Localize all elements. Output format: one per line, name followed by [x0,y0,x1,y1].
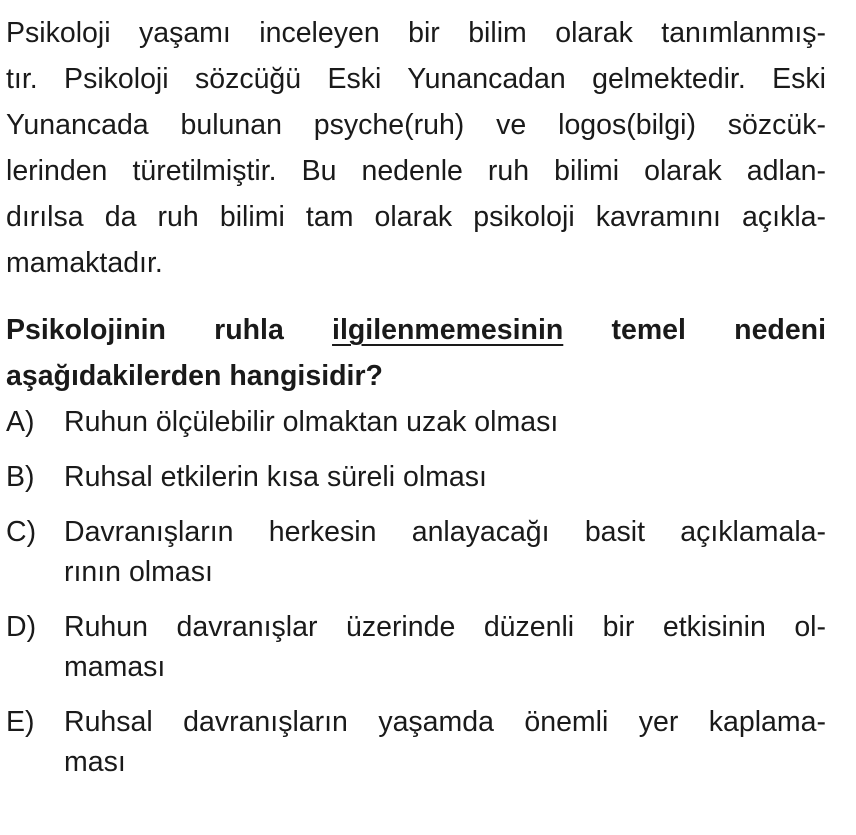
option-a[interactable] [6,402,826,442]
option-letter: C) [6,516,37,548]
option-letter: E) [6,706,35,738]
option-text-line: Davranışların herkesin anlayacağı basit açıklamala- [64,516,826,548]
option-text-line: Ruhsal davranışların yaşamda önemli yer kaplama- [64,706,826,738]
question-text-end: temel nedeni [563,314,826,346]
option-text [64,702,826,782]
option-letter: B) [6,461,35,493]
passage-paragraph [6,10,826,286]
passage-line: Yunancada bulunan psyche(ruh) ve logos(bilgi) sözcük- [6,109,826,141]
option-d[interactable] [6,607,826,687]
option-text-line: Ruhsal etkilerin kısa süreli olması [64,461,487,493]
option-text-line: rının olması [64,556,213,588]
option-b[interactable] [6,457,826,497]
question-line-1 [6,307,826,353]
option-text [64,457,826,497]
passage-line: tır. Psikoloji sözcüğü Eski Yunancadan gelmektedir. Eski [6,63,826,95]
question-stem [6,307,826,399]
option-c[interactable] [6,512,826,592]
option-letter: D) [6,611,37,643]
option-text [64,402,826,442]
answer-options [6,402,826,782]
option-letter: A) [6,406,35,438]
question-underlined-word: ilgilenmemesinin [332,314,564,346]
option-text [64,512,826,592]
passage-line: dırılsa da ruh bilimi tam olarak psikoloji kavramını açıkla- [6,201,826,233]
question-line-2: aşağıdakilerden hangisidir? [6,360,383,392]
option-text-line: maması [64,651,166,683]
option-text-line: ması [64,746,126,778]
passage-line: Psikoloji yaşamı inceleyen bir bilim olarak tanımlanmış- [6,17,826,49]
passage-line: lerinden türetilmiştir. Bu nedenle ruh bilimi olarak adlan- [6,155,826,187]
option-text [64,607,826,687]
option-text-line: Ruhun davranışlar üzerinde düzenli bir etkisinin ol- [64,611,826,643]
option-e[interactable] [6,702,826,782]
question-text-start: Psikolojinin ruhla [6,314,333,346]
option-text-line: Ruhun ölçülebilir olmaktan uzak olması [64,406,559,438]
passage-line: mamaktadır. [6,247,163,279]
